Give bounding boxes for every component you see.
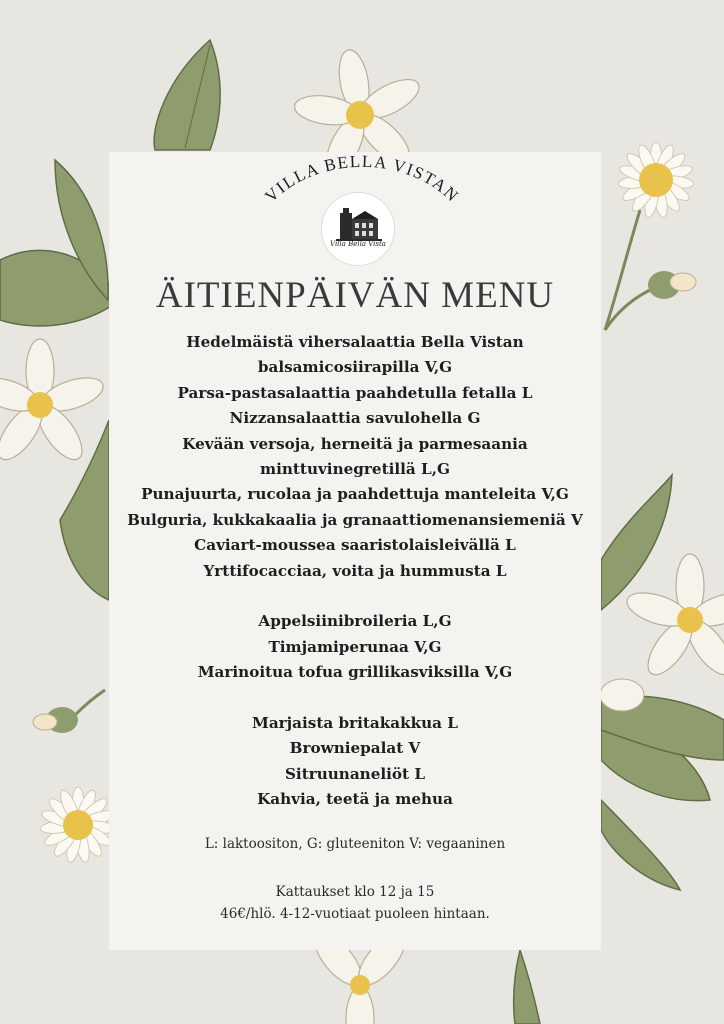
flower-left	[0, 339, 107, 467]
menu-item: Bulguria, kukkakaalia ja granaattiomenansiemeniä V	[127, 510, 583, 529]
section-spacer	[109, 685, 601, 710]
section-spacer	[109, 584, 601, 609]
leaf-shape	[154, 40, 220, 150]
menu-item: Marinoitua tofua grillikasviksilla V,G	[197, 663, 513, 682]
menu-item: Yrttifocacciaa, voita ja hummusta L	[203, 561, 507, 580]
menu-item: Marjaista britakakkua L	[252, 713, 458, 732]
seating-times: Kattaukset klo 12 ja 15	[275, 884, 435, 900]
menu-item: Punajuurta, rucolaa ja paahdettuja manteleita V,G	[141, 485, 569, 504]
booking-info	[109, 881, 601, 925]
menu-list	[109, 330, 601, 812]
menu-item: minttuvinegretillä L,G	[260, 459, 450, 478]
villa-building-icon	[322, 193, 394, 265]
villa-logo	[321, 192, 395, 266]
menu-item: Nizzansalaattia savulohella G	[229, 409, 481, 428]
menu-item: Browniepalat V	[289, 739, 421, 758]
menu-item: Sitruunaneliöt L	[284, 764, 426, 783]
logo-caption: Villa Bella Vista	[330, 240, 386, 248]
daisy-right	[618, 142, 695, 218]
flower-right	[623, 554, 724, 682]
menu-item: Hedelmäistä vihersalaattia Bella Vistan	[186, 333, 524, 351]
menu-item: Kevään versoja, herneitä ja parmesaania	[182, 434, 528, 453]
menu-item: Caviart-moussea saaristolaisleivällä L	[194, 536, 516, 555]
page-title: ÄITIENPÄIVÄN MENU	[155, 275, 555, 316]
menu-item: Kahvia, teetä ja mehua	[257, 790, 453, 809]
brand-name: VILLA BELLA VISTAN	[261, 152, 463, 207]
menu-item: Parsa-pastasalaattia paahdetulla fetalla L	[177, 383, 533, 402]
menu-item: balsamicosiirapilla V,G	[257, 358, 453, 377]
price-info: 46€/hlö. 4-12-vuotiaat puoleen hintaan.	[220, 906, 490, 922]
menu-item: Appelsiinibroileria L,G	[258, 612, 452, 631]
menu-card	[109, 152, 601, 950]
daisy-left	[40, 787, 117, 863]
menu-item: Timjamiperunaa V,G	[268, 637, 442, 656]
diet-legend: L: laktoositon, G: gluteeniton V: vegaaninen	[204, 836, 506, 852]
